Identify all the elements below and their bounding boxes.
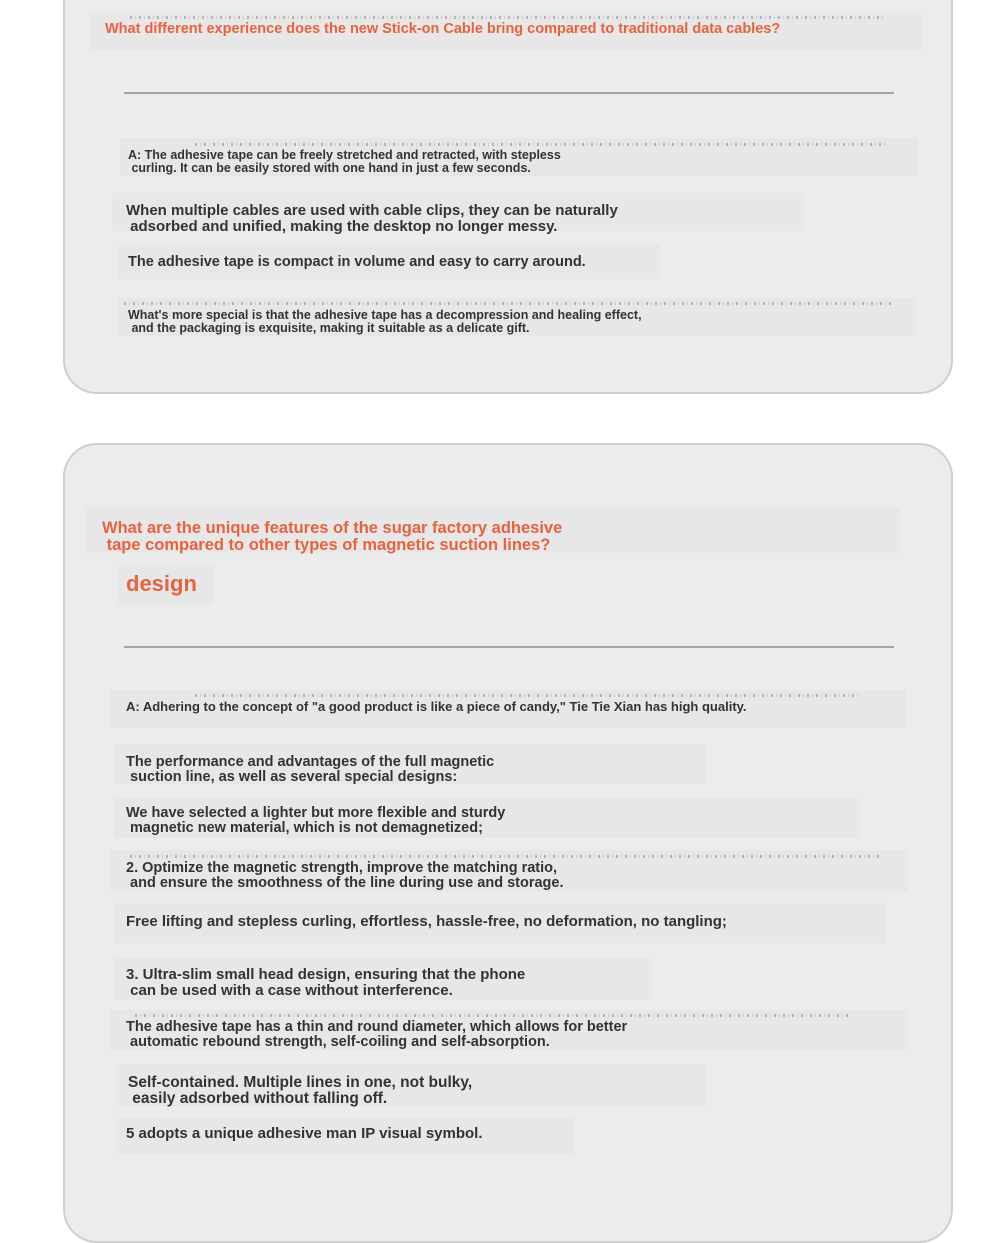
feature-point: 2. Optimize the magnetic strength, improve the matching ratio, and ensure the smoothness of the line during use and storage.: [126, 860, 564, 892]
design-subheading: design: [126, 571, 197, 596]
feature-point: Free lifting and stepless curling, effortless, hassle-free, no deformation, no tangling;: [126, 913, 727, 930]
question-heading: What different experience does the new Stick-on Cable bring compared to traditional data cables?: [105, 21, 781, 37]
divider: [124, 92, 894, 94]
divider: [124, 646, 894, 648]
decorative-texture: [124, 302, 894, 305]
decorative-texture: [195, 694, 860, 697]
answer-text: A: The adhesive tape can be freely stretched and retracted, with stepless curling. It can be easily stored with one hand in just a few seconds.: [128, 148, 561, 176]
decorative-texture: [130, 855, 880, 858]
feature-point: The adhesive tape has a thin and round diameter, which allows for better automatic rebound strength, self-coiling and self-absorption.: [126, 1019, 628, 1051]
feature-point: 3. Ultra-slim small head design, ensuring that the phone can be used with a case without interference.: [126, 966, 526, 999]
feature-point: What's more special is that the adhesive tape has a decompression and healing effect, and the packaging is exquisite, making it suitable as a delicate gift.: [128, 308, 642, 336]
feature-point: The performance and advantages of the full magnetic suction line, as well as several special designs:: [126, 754, 495, 786]
feature-point: Self-contained. Multiple lines in one, not bulky, easily adsorbed without falling off.: [128, 1074, 473, 1108]
feature-point: 5 adopts a unique adhesive man IP visual symbol.: [126, 1125, 483, 1142]
decorative-texture: [135, 1014, 850, 1017]
decorative-texture: [195, 143, 885, 146]
question-heading: What are the unique features of the sugar factory adhesive tape compared to other types of magnetic suction lines?: [102, 519, 563, 555]
feature-point: We have selected a lighter but more flexible and sturdy magnetic new material, which is not demagnetized;: [126, 805, 506, 837]
feature-point: The adhesive tape is compact in volume and easy to carry around.: [128, 254, 586, 270]
answer-text: A: Adhering to the concept of "a good product is like a piece of candy," Tie Tie Xian has high quality.: [126, 699, 747, 714]
feature-point: When multiple cables are used with cable clips, they can be naturally adsorbed and unified, making the desktop no longer messy.: [126, 202, 618, 235]
decorative-texture: [130, 16, 885, 19]
